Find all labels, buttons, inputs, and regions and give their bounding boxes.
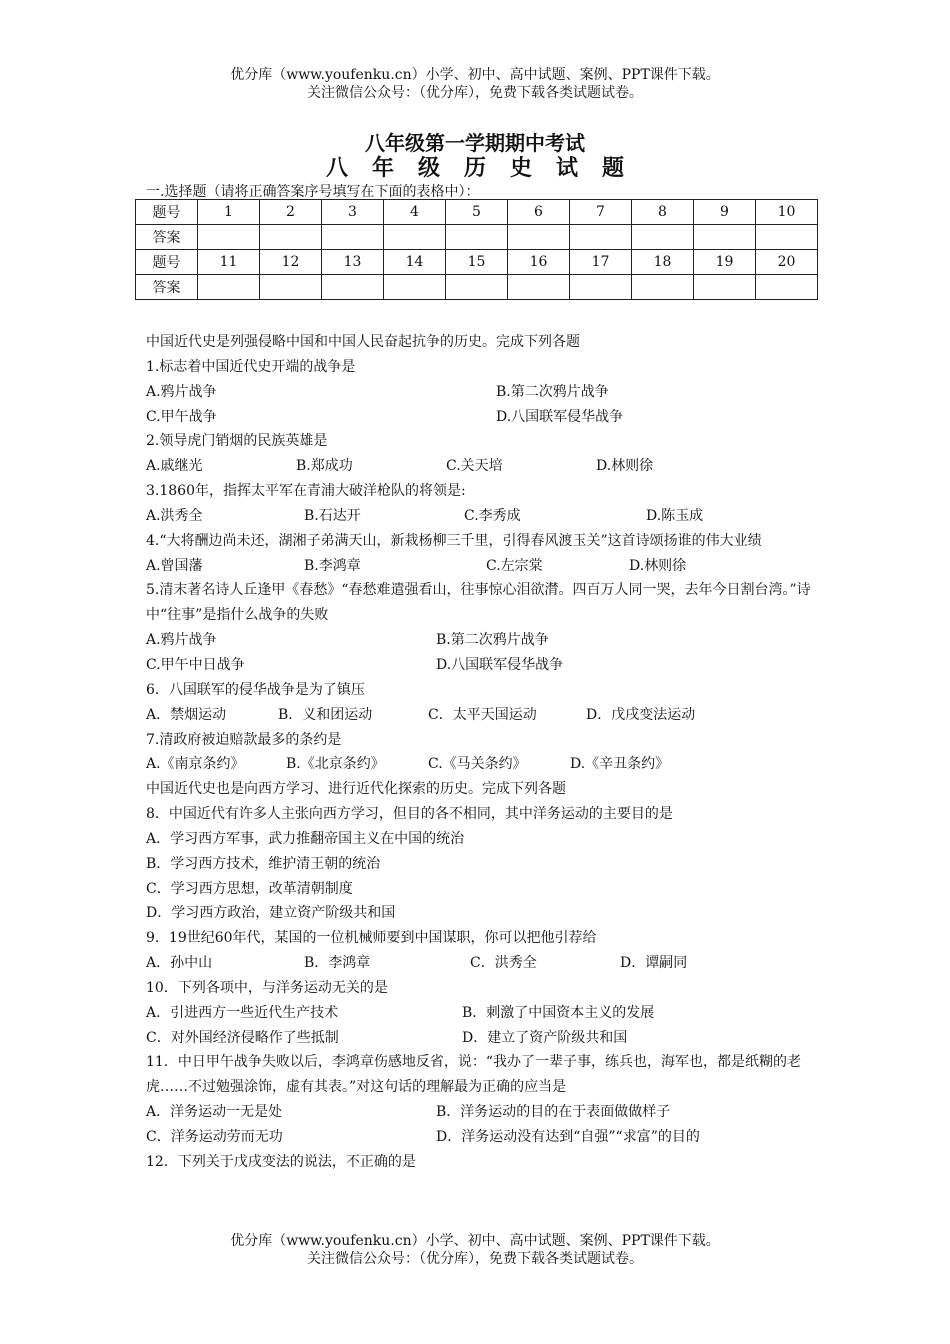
option-c[interactable]: C.关天培 — [446, 458, 503, 475]
answer-cell[interactable] — [508, 225, 570, 250]
option-b[interactable]: B．李鸿章 — [304, 955, 371, 972]
question-number: 3 — [322, 200, 384, 225]
answer-cell[interactable] — [384, 225, 446, 250]
answer-cell[interactable] — [570, 225, 632, 250]
answer-cell[interactable] — [260, 225, 322, 250]
option-a[interactable]: A.鸦片战争 — [146, 383, 217, 400]
table-row — [136, 225, 818, 250]
option-b[interactable]: B.李鸿章 — [304, 557, 361, 574]
option-row — [146, 703, 826, 728]
option-d[interactable]: D．建立了资产阶级共和国 — [462, 1029, 628, 1046]
option-d[interactable]: D.《辛丑条约》 — [570, 756, 670, 773]
question-number: 20 — [756, 250, 818, 275]
answer-table — [135, 199, 818, 300]
option-d[interactable]: D.林则徐 — [629, 557, 687, 574]
question-number: 16 — [508, 250, 570, 275]
question-number: 9 — [694, 200, 756, 225]
question-9: 9．19世纪60年代，某国的一位机械师要到中国谋职，你可以把他引荐给 — [146, 930, 597, 947]
option-c[interactable]: C.《马关条约》 — [428, 756, 527, 773]
exam-subtitle: 八年级历史试题 — [325, 155, 648, 181]
question-number: 13 — [322, 250, 384, 275]
option-c[interactable]: C．洪秀全 — [470, 955, 537, 972]
option-b[interactable]: B.第二次鸦片战争 — [436, 632, 549, 649]
option-c[interactable]: C．对外国经济侵略作了些抵制 — [146, 1029, 339, 1046]
answer-cell[interactable] — [632, 275, 694, 300]
option-a[interactable]: A.《南京条约》 — [146, 756, 245, 773]
option-b[interactable]: B．刺激了中国资本主义的发展 — [462, 1004, 655, 1021]
question-number: 14 — [384, 250, 446, 275]
option-d[interactable]: D．学习西方政治，建立资产阶级共和国 — [146, 905, 396, 922]
question-10: 10．下列各项中，与洋务运动无关的是 — [146, 979, 388, 996]
exam-title: 八年级第一学期期中考试 — [365, 131, 585, 155]
section-heading: 一.选择题（请将正确答案序号填写在下面的表格中）： — [146, 184, 480, 200]
answer-cell[interactable] — [198, 275, 260, 300]
option-b[interactable]: B.《北京条约》 — [286, 756, 385, 773]
question-7: 7.清政府被迫赔款最多的条约是 — [146, 731, 342, 748]
option-a[interactable]: A．孙中山 — [146, 955, 213, 972]
question-number: 11 — [198, 250, 260, 275]
option-row — [146, 752, 826, 777]
question-2: 2.领导虎门销烟的民族英雄是 — [146, 433, 328, 450]
option-a[interactable]: A.鸦片战争 — [146, 632, 217, 649]
question-number: 4 — [384, 200, 446, 225]
footer-line-1: 优分库（www.youfenku.cn）小学、初中、高中试题、案例、PPT课件下载。 — [230, 1233, 720, 1249]
header-line-1: 优分库（www.youfenku.cn）小学、初中、高中试题、案例、PPT课件下载。 — [230, 67, 720, 83]
section-intro: 中国近代史是列强侵略中国和中国人民奋起抗争的历史。完成下列各题 — [146, 334, 580, 350]
option-c[interactable]: C．太平天国运动 — [428, 706, 537, 723]
option-c[interactable]: C.李秀成 — [464, 507, 521, 524]
table-row — [136, 250, 818, 275]
option-row — [146, 1026, 826, 1051]
option-d[interactable]: D．戊戌变法运动 — [586, 706, 696, 723]
question-number: 2 — [260, 200, 322, 225]
option-row — [146, 405, 826, 430]
question-3: 3.1860年，指挥太平军在青浦大破洋枪队的将领是: — [146, 483, 466, 500]
question-number: 5 — [446, 200, 508, 225]
option-b[interactable]: B.石达开 — [304, 507, 361, 524]
option-row — [146, 1100, 826, 1125]
answer-cell[interactable] — [570, 275, 632, 300]
header-line-2: 关注微信公众号：（优分库），免费下载各类试题试卷。 — [307, 85, 643, 101]
question-number: 19 — [694, 250, 756, 275]
option-b[interactable]: B．学习西方技术，维护清王朝的统治 — [146, 855, 381, 872]
answer-cell[interactable] — [694, 225, 756, 250]
option-d[interactable]: D.八国联军侵华战争 — [496, 408, 624, 425]
option-d[interactable]: D.陈玉成 — [646, 507, 704, 524]
answer-cell[interactable] — [446, 225, 508, 250]
question-12: 12．下列关于戊戌变法的说法，不正确的是 — [146, 1153, 416, 1170]
option-c[interactable]: C．洋务运动劳而无功 — [146, 1129, 283, 1145]
question-number: 12 — [260, 250, 322, 275]
answer-cell[interactable] — [384, 275, 446, 300]
question-number: 17 — [570, 250, 632, 275]
question-8: 8．中国近代有许多人主张向西方学习，但目的各不相同，其中洋务运动的主要目的是 — [146, 806, 673, 823]
option-row — [146, 504, 826, 529]
question-5: 5.清末著名诗人丘逢甲《春愁》“春愁难遣强看山，往事惊心泪欲潸。四百万人同一哭，去年今日割台湾。”诗中“往事”是指什么战争的失败 — [146, 582, 811, 624]
table-label: 答案 — [136, 275, 198, 300]
answer-cell[interactable] — [756, 275, 818, 300]
option-a[interactable]: A．禁烟运动 — [146, 706, 227, 723]
option-row — [146, 1001, 826, 1026]
option-c[interactable]: C.左宗棠 — [486, 557, 543, 574]
option-b[interactable]: B.第二次鸦片战争 — [496, 383, 609, 400]
question-11: 11．中日甲午战争失败以后，李鸿章伤感地反省，说：“我办了一辈子事，练兵也，海军也，都是纸糊的老虎……不过勉强涂饰，虚有其表。”对这句话的理解最为正确的应当是 — [146, 1054, 801, 1096]
option-a[interactable]: A．引进西方一些近代生产技术 — [146, 1004, 339, 1021]
option-d[interactable]: D．洋务运动没有达到“自强”“求富”的目的 — [436, 1129, 700, 1145]
answer-cell[interactable] — [198, 225, 260, 250]
option-row — [146, 628, 826, 653]
option-row — [146, 1125, 826, 1150]
question-6: 6．八国联军的侵华战争是为了镇压 — [146, 681, 365, 698]
option-d[interactable]: D．谭嗣同 — [620, 955, 688, 972]
answer-cell[interactable] — [322, 275, 384, 300]
answer-cell[interactable] — [694, 275, 756, 300]
option-row — [146, 653, 826, 678]
option-b[interactable]: B.郑成功 — [296, 458, 353, 475]
option-d[interactable]: D.八国联军侵华战争 — [436, 656, 564, 673]
option-a[interactable]: A.洪秀全 — [146, 507, 203, 524]
question-4: 4.“大将酬边尚未还，湖湘子弟满天山，新栽杨柳三千里，引得春风渡玉关”这首诗颂扬谁的伟大业绩 — [146, 532, 762, 549]
option-c[interactable]: C．学习西方思想，改革清朝制度 — [146, 880, 353, 897]
question-number: 7 — [570, 200, 632, 225]
option-a[interactable]: A.戚继光 — [146, 458, 203, 475]
option-a[interactable]: A.曾国藩 — [146, 557, 203, 574]
option-row — [146, 554, 826, 579]
table-label: 题号 — [136, 200, 198, 225]
answer-cell[interactable] — [756, 225, 818, 250]
table-row — [136, 275, 818, 300]
question-number: 15 — [446, 250, 508, 275]
table-label: 答案 — [136, 225, 198, 250]
answer-cell[interactable] — [508, 275, 570, 300]
option-c[interactable]: C.甲午战争 — [146, 408, 217, 425]
question-number: 1 — [198, 200, 260, 225]
option-c[interactable]: C.甲午中日战争 — [146, 656, 245, 673]
option-row — [146, 380, 826, 405]
question-number: 18 — [632, 250, 694, 275]
answer-cell[interactable] — [632, 225, 694, 250]
option-row — [146, 951, 826, 976]
question-number: 8 — [632, 200, 694, 225]
footer-line-2: 关注微信公众号：（优分库），免费下载各类试题试卷。 — [307, 1251, 643, 1267]
answer-cell[interactable] — [446, 275, 508, 300]
question-1: 1.标志着中国近代史开端的战争是 — [146, 358, 356, 375]
table-label: 题号 — [136, 250, 198, 275]
option-d[interactable]: D.林则徐 — [596, 458, 654, 475]
question-body — [146, 330, 826, 1175]
question-number: 6 — [508, 200, 570, 225]
option-b[interactable]: B．义和团运动 — [278, 706, 373, 723]
answer-cell[interactable] — [260, 275, 322, 300]
option-a[interactable]: A．学习西方军事，武力推翻帝国主义在中国的统治 — [146, 830, 465, 847]
table-row — [136, 200, 818, 225]
section-intro: 中国近代史也是向西方学习、进行近代化探索的历史。完成下列各题 — [146, 781, 566, 798]
option-row — [146, 454, 826, 479]
option-a[interactable]: A．洋务运动一无是处 — [146, 1104, 283, 1121]
option-b[interactable]: B．洋务运动的目的在于表面做做样子 — [436, 1104, 671, 1121]
answer-cell[interactable] — [322, 225, 384, 250]
question-number: 10 — [756, 200, 818, 225]
